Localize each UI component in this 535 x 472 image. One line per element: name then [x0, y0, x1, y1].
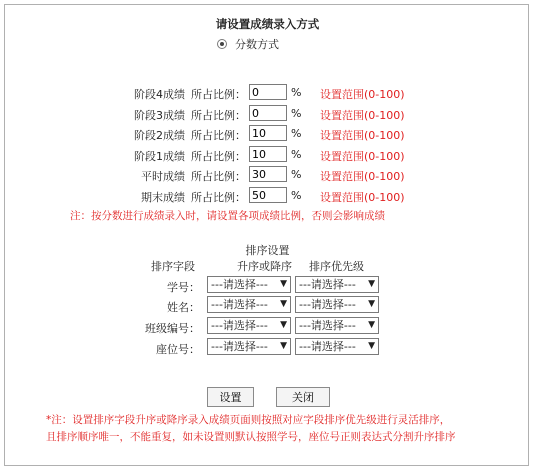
- priority-select[interactable]: ---请选择--- ▼: [295, 317, 379, 334]
- ratio-label: 所占比例：: [191, 191, 246, 204]
- dropdown-arrow-icon: ▼: [368, 299, 375, 309]
- percent-sign: %: [291, 148, 302, 161]
- dropdown-arrow-icon: ▼: [280, 320, 287, 330]
- close-button[interactable]: 关闭: [276, 387, 330, 407]
- ratio-label: 所占比例：: [191, 170, 246, 183]
- priority-select[interactable]: ---请选择--- ▼: [295, 338, 379, 355]
- grade-name: 平时成绩: [141, 170, 185, 183]
- sort-field-label: 班级编号：: [145, 322, 200, 335]
- dropdown-arrow-icon: ▼: [368, 341, 375, 351]
- save-button[interactable]: 设置: [207, 387, 254, 407]
- score-mode-label: 分数方式: [235, 38, 279, 51]
- range-hint: 设置范围(0-100): [320, 191, 405, 204]
- grade-row-final: [0, 187, 535, 205]
- sort-row-class-id: [0, 317, 535, 335]
- range-hint: 设置范围(0-100): [320, 109, 405, 122]
- order-select[interactable]: ---请选择--- ▼: [207, 276, 291, 293]
- sort-field-label: 姓名：: [167, 301, 200, 314]
- sort-field-label: 学号：: [167, 281, 200, 294]
- dialog-frame: [4, 4, 529, 466]
- ratio-label: 所占比例：: [191, 150, 246, 163]
- dropdown-arrow-icon: ▼: [368, 279, 375, 289]
- ratio-input-stage4[interactable]: [249, 84, 287, 100]
- order-select[interactable]: ---请选择--- ▼: [207, 317, 291, 334]
- ratio-label: 所占比例：: [191, 88, 246, 101]
- grade-row-regular: [0, 166, 535, 184]
- grade-row-stage1: [0, 146, 535, 164]
- ratio-input-stage3[interactable]: [249, 105, 287, 121]
- col-header-field: 排序字段: [151, 260, 195, 273]
- range-hint: 设置范围(0-100): [320, 88, 405, 101]
- priority-select[interactable]: ---请选择--- ▼: [295, 296, 379, 313]
- ratio-input-stage2[interactable]: [249, 125, 287, 141]
- ratio-label: 所占比例：: [191, 129, 246, 142]
- ratio-input-regular[interactable]: [249, 166, 287, 182]
- sort-field-label: 座位号：: [156, 343, 200, 356]
- grade-row-stage2: [0, 125, 535, 143]
- sort-row-student-id: [0, 276, 535, 294]
- percent-sign: %: [291, 107, 302, 120]
- grade-name: 阶段4成绩: [134, 88, 185, 101]
- grade-name: 阶段2成绩: [134, 129, 185, 142]
- score-mode-radio[interactable]: [217, 39, 227, 49]
- percent-sign: %: [291, 168, 302, 181]
- dropdown-arrow-icon: ▼: [280, 341, 287, 351]
- sort-row-name: [0, 296, 535, 314]
- priority-select[interactable]: ---请选择--- ▼: [295, 276, 379, 293]
- page-title: 请设置成绩录入方式: [215, 17, 320, 31]
- grade-row-stage4: [0, 84, 535, 102]
- percent-sign: %: [291, 127, 302, 140]
- grade-row-stage3: [0, 105, 535, 123]
- sort-note-line2: 且排序顺序唯一，不能重复，如未设置则默认按照学号，座位号正则表达式分割升序排序: [46, 431, 456, 443]
- dropdown-arrow-icon: ▼: [280, 279, 287, 289]
- percent-sign: %: [291, 189, 302, 202]
- sort-settings-title: 排序设置: [245, 244, 290, 257]
- col-header-order: 升序或降序: [237, 260, 292, 273]
- col-header-priority: 排序优先级: [309, 260, 364, 273]
- sort-note: [46, 412, 456, 446]
- sort-row-seat-no: [0, 338, 535, 356]
- ratio-input-stage1[interactable]: [249, 146, 287, 162]
- mode-radio-group[interactable]: [217, 36, 279, 52]
- grade-name: 阶段3成绩: [134, 109, 185, 122]
- grade-name: 阶段1成绩: [134, 150, 185, 163]
- ratio-warning-note: 注：按分数进行成绩录入时，请设置各项成绩比例，否则会影响成绩: [70, 210, 385, 222]
- order-select[interactable]: ---请选择--- ▼: [207, 296, 291, 313]
- order-select[interactable]: ---请选择--- ▼: [207, 338, 291, 355]
- dropdown-arrow-icon: ▼: [280, 299, 287, 309]
- percent-sign: %: [291, 86, 302, 99]
- grade-name: 期末成绩: [141, 191, 185, 204]
- dropdown-arrow-icon: ▼: [368, 320, 375, 330]
- ratio-input-final[interactable]: [249, 187, 287, 203]
- range-hint: 设置范围(0-100): [320, 150, 405, 163]
- range-hint: 设置范围(0-100): [320, 129, 405, 142]
- ratio-label: 所占比例：: [191, 109, 246, 122]
- sort-note-line1: *注：设置排序字段升序或降序录入成绩页面则按照对应字段排序优先级进行灵活排序，: [46, 414, 451, 426]
- range-hint: 设置范围(0-100): [320, 170, 405, 183]
